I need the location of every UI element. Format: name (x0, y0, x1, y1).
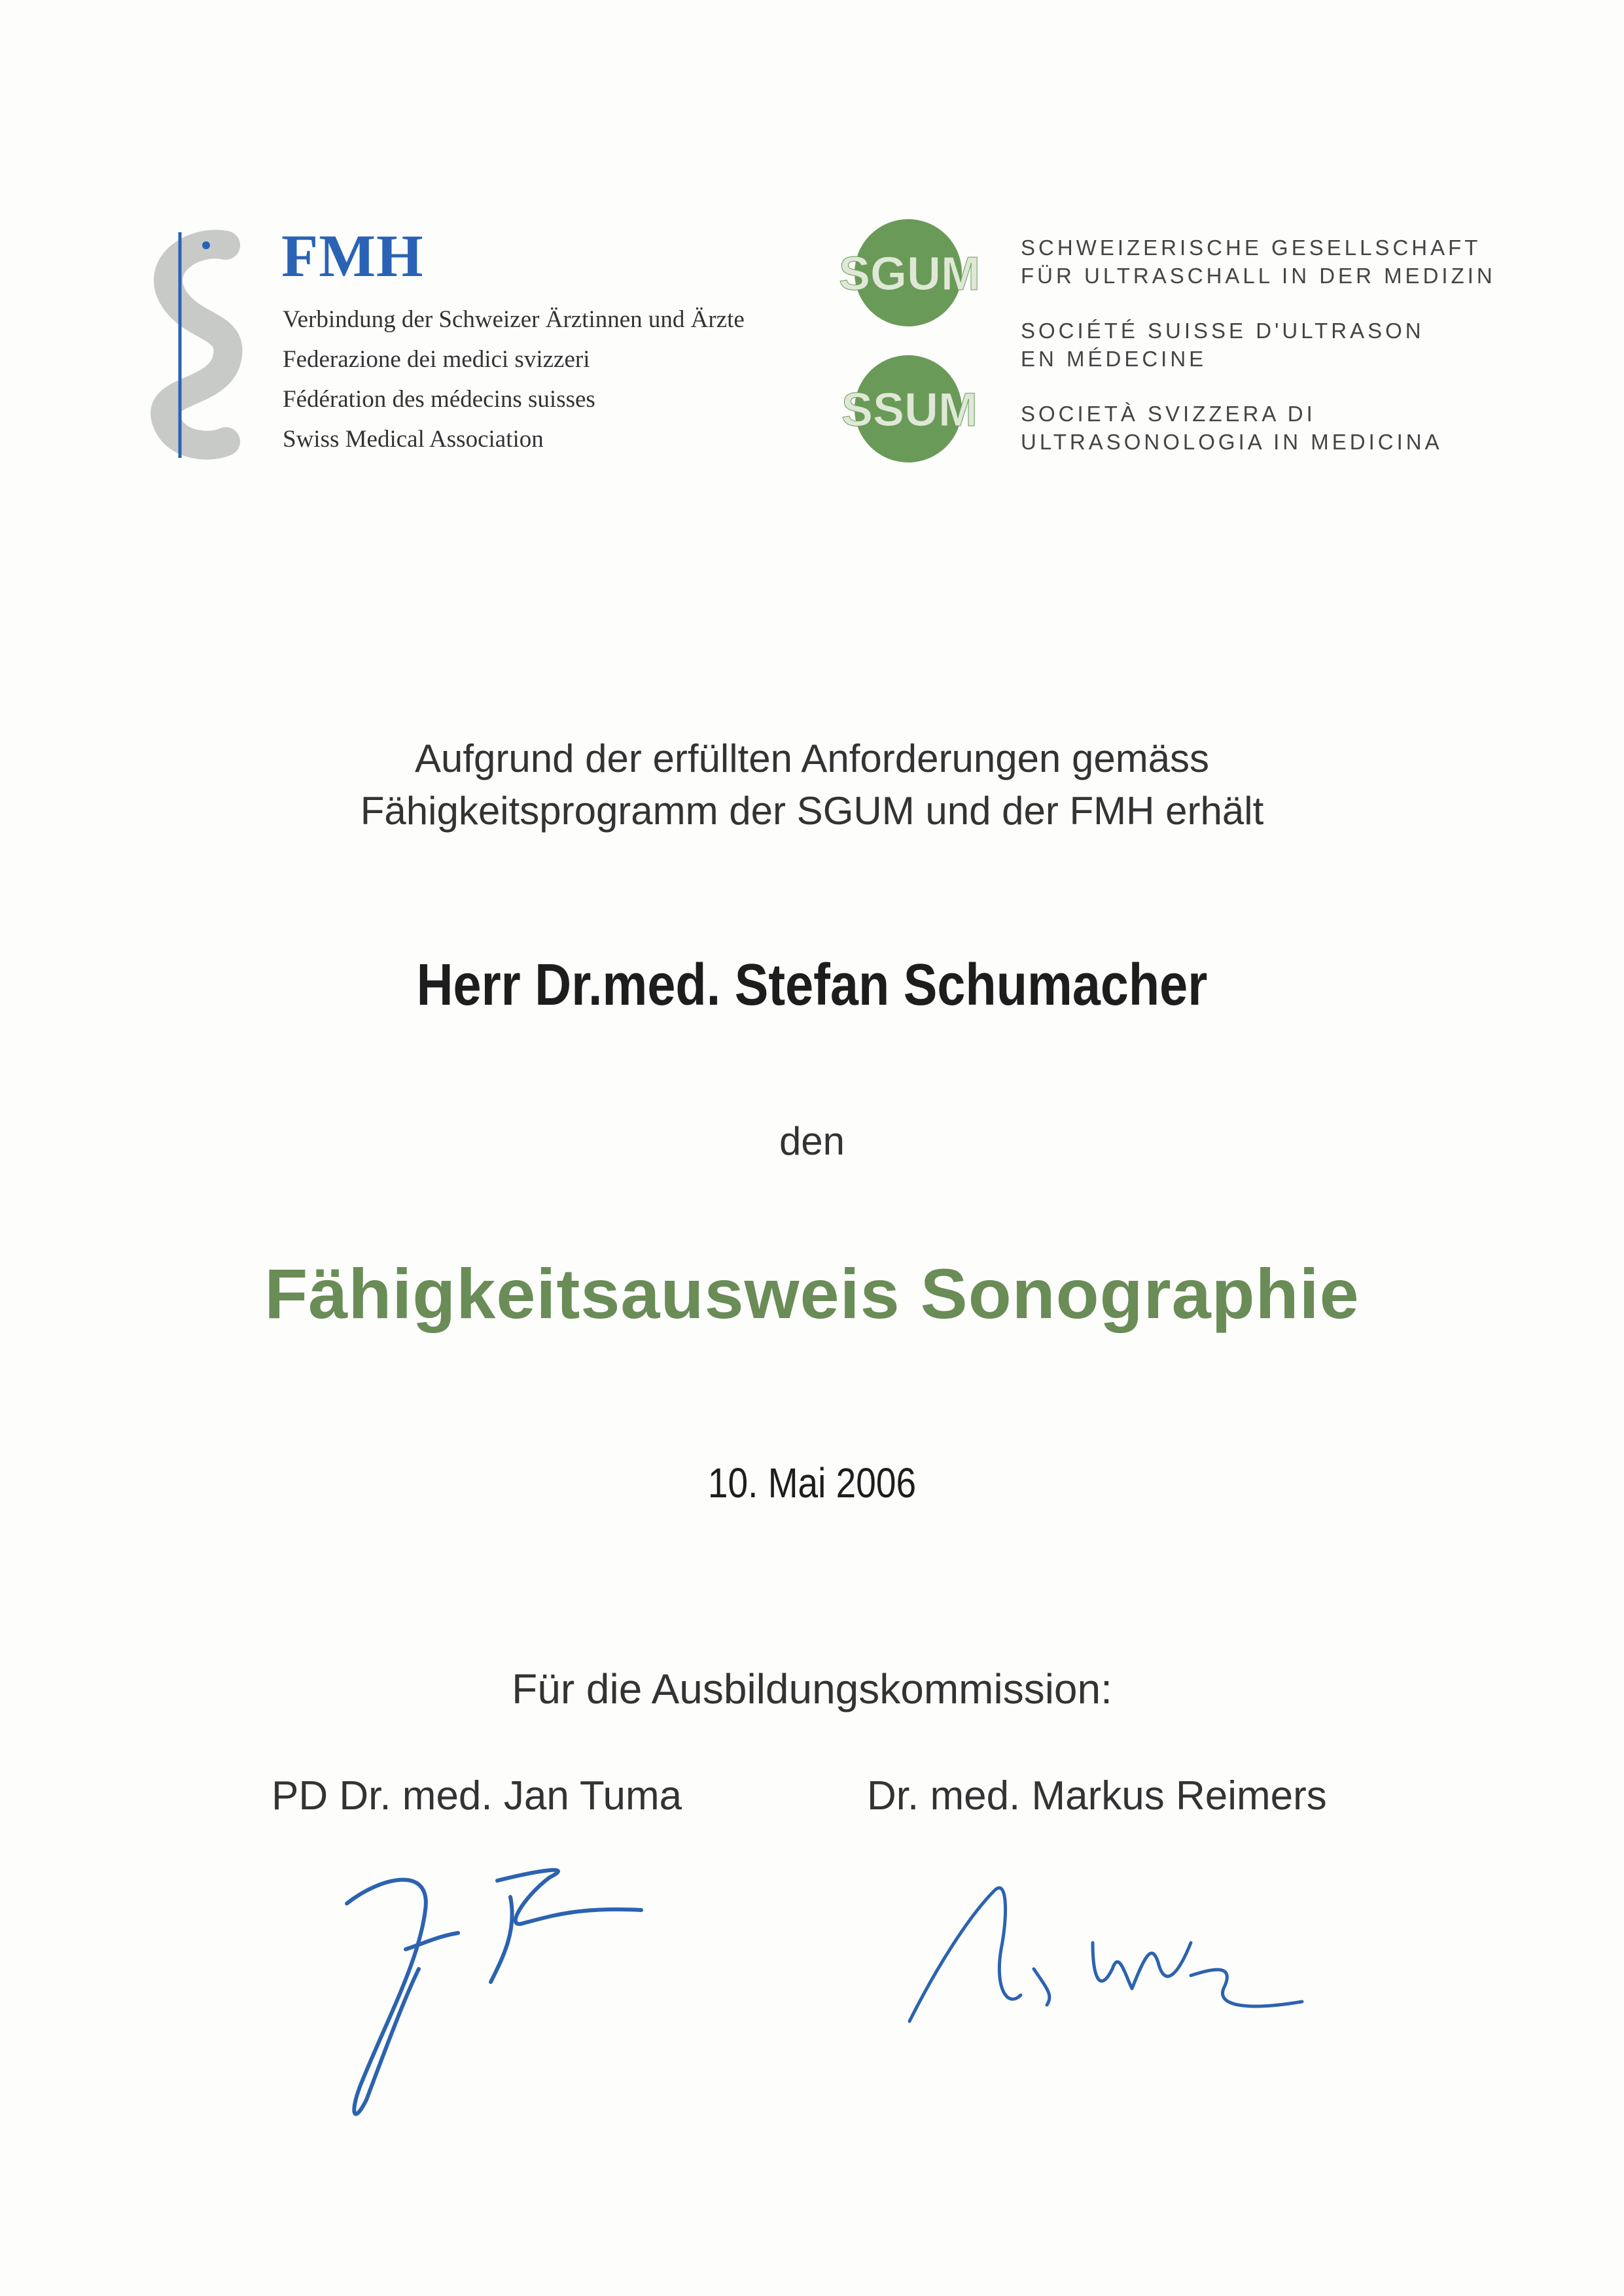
signer-name-1: PD Dr. med. Jan Tuma (272, 1773, 682, 1818)
serpent-eye (202, 241, 210, 249)
connector-text: den (779, 1119, 845, 1163)
sgum-line-de-2: FÜR ULTRASCHALL IN DER MEDIZIN (1021, 264, 1496, 288)
fmh-line-german: Verbindung der Schweizer Ärztinnen und Ärzte (283, 306, 745, 333)
sgum-line-fr-1: SOCIÉTÉ SUISSE D'ULTRASON (1021, 319, 1424, 343)
sgum-line-it-2: ULTRASONOLOGIA IN MEDICINA (1021, 430, 1443, 454)
fmh-logo (128, 226, 258, 461)
sgum-line-it-1: SOCIETÀ SVIZZERA DI (1021, 402, 1316, 426)
issue-date: 10. Mai 2006 (707, 1459, 917, 1506)
recipient-name: Herr Dr.med. Stefan Schumacher (416, 952, 1208, 1018)
sgum-line-fr-2: EN MÉDECINE (1021, 347, 1207, 371)
serpent-shape (165, 244, 228, 445)
signer-name-2: Dr. med. Markus Reimers (867, 1773, 1327, 1818)
sgum-logo-text: SGUM (839, 248, 980, 300)
commission-label: Für die Ausbildungskommission: (512, 1665, 1112, 1713)
certificate-title: Fähigkeitsausweis Sonographie (264, 1254, 1360, 1333)
signature-2 (896, 1864, 1315, 2047)
intro-line-1: Aufgrund der erfüllten Anforderungen gemäss (414, 737, 1210, 780)
ssum-logo-text: SSUM (841, 384, 978, 436)
sgum-line-de-1: SCHWEIZERISCHE GESELLSCHAFT (1021, 235, 1481, 260)
sgum-logo (831, 213, 988, 468)
fmh-line-french: Fédération des médecins suisses (283, 386, 595, 413)
fmh-title: FMH (281, 222, 424, 289)
intro-line-2: Fähigkeitsprogramm der SGUM und der FMH erhält (360, 789, 1264, 833)
fmh-line-english: Swiss Medical Association (283, 426, 544, 453)
fmh-line-italian: Federazione dei medici svizzeri (283, 346, 590, 373)
signature-1 (327, 1851, 667, 2132)
